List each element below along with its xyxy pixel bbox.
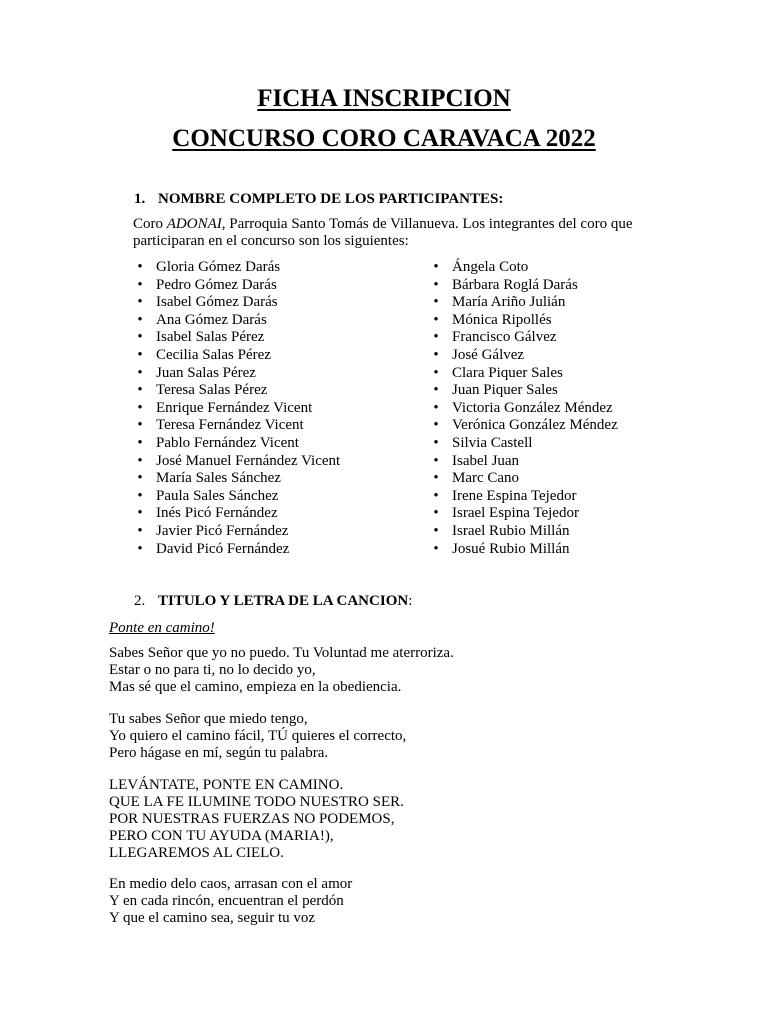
participant-name: Juan Piquer Sales <box>452 382 558 399</box>
participant-item <box>430 435 618 453</box>
participant-item <box>430 312 618 330</box>
participant-name: Pedro Gómez Darás <box>156 276 277 293</box>
participant-name: Bárbara Roglá Darás <box>452 276 578 293</box>
participant-name: María Ariño Julián <box>452 294 566 311</box>
participant-item <box>430 505 618 523</box>
contest-title: CONCURSO CORO CARAVACA 2022 <box>172 125 596 152</box>
participant-item <box>430 400 618 418</box>
bullet-icon: • <box>433 399 439 416</box>
participant-name: Gloria Gómez Darás <box>156 259 281 275</box>
lyric-line: LLEGAREMOS AL CIELO. <box>109 845 284 861</box>
bullet-icon: • <box>137 399 143 416</box>
bullet-icon: • <box>433 382 439 399</box>
bullet-icon: • <box>137 505 143 522</box>
lyric-line: LEVÁNTATE, PONTE EN CAMINO. <box>109 777 344 793</box>
participant-item <box>430 417 618 435</box>
participant-item <box>430 329 618 347</box>
participant-name: Pablo Fernández Vicent <box>156 434 299 451</box>
bullet-icon: • <box>433 540 439 557</box>
participant-name: Isabel Gómez Darás <box>156 294 278 311</box>
participants-right-column <box>430 259 618 558</box>
participant-item <box>430 470 618 488</box>
bullet-icon: • <box>137 276 143 293</box>
bullet-icon: • <box>137 382 143 399</box>
participant-name: Paula Sales Sánchez <box>156 487 279 504</box>
participant-item <box>430 347 618 365</box>
participant-item <box>134 453 340 471</box>
participant-name: José Gálvez <box>452 346 525 363</box>
bullet-icon: • <box>137 329 143 346</box>
bullet-icon: • <box>137 522 143 539</box>
participant-item <box>430 365 618 383</box>
bullet-icon: • <box>433 294 439 311</box>
intro-line2: participaran en el concurso son los siguientes: <box>133 233 409 249</box>
section-1-heading <box>134 190 503 208</box>
section-2-number: 2. <box>134 593 146 609</box>
participant-item <box>430 453 618 471</box>
section-2-heading-text: TITULO Y LETRA DE LA CANCION <box>158 593 409 609</box>
bullet-icon: • <box>433 487 439 504</box>
participant-item <box>134 294 340 312</box>
participant-name: María Sales Sánchez <box>156 470 281 487</box>
lyrics-stanza <box>109 711 406 762</box>
participant-item <box>134 417 340 435</box>
participant-item <box>430 523 618 541</box>
lyric-line: Pero hágase en mí, según tu palabra. <box>109 745 329 761</box>
lyric-line: Sabes Señor que yo no puedo. Tu Voluntad me aterroriza. <box>109 645 454 661</box>
lyric-line: PERO CON TU AYUDA (MARIA!), <box>109 828 334 844</box>
participant-item <box>134 470 340 488</box>
lyric-line: En medio delo caos, arrasan con el amor <box>109 876 353 892</box>
song-title: Ponte en camino! <box>109 620 215 636</box>
lyric-line: Yo quiero el camino fácil, TÚ quieres el correcto, <box>109 728 407 744</box>
section-2-heading-suffix: : <box>408 593 413 609</box>
participant-item <box>134 382 340 400</box>
participant-item <box>134 365 340 383</box>
lyrics-chorus <box>109 777 404 862</box>
bullet-icon: • <box>137 311 143 328</box>
section-2-heading <box>134 592 412 610</box>
participant-item <box>430 541 618 559</box>
participant-name: Victoria González Méndez <box>452 399 613 416</box>
intro-prefix: Coro <box>133 216 167 232</box>
choir-name: ADONAI <box>166 216 222 232</box>
bullet-icon: • <box>433 346 439 363</box>
participant-item <box>430 382 618 400</box>
participant-item <box>134 488 340 506</box>
participant-name: Israel Rubio Millán <box>452 522 570 539</box>
participant-name: José Manuel Fernández Vicent <box>156 452 341 469</box>
lyric-line: Mas sé que el camino, empieza en la obediencia. <box>109 679 402 695</box>
participant-item <box>134 259 340 277</box>
participant-name: Verónica González Méndez <box>452 417 618 434</box>
participant-name: Isabel Salas Pérez <box>156 329 265 346</box>
bullet-icon: • <box>433 329 439 346</box>
participant-item <box>430 277 618 295</box>
bullet-icon: • <box>137 470 143 487</box>
choir-intro <box>133 216 663 250</box>
participant-name: Javier Picó Fernández <box>156 522 289 539</box>
participant-item <box>430 294 618 312</box>
bullet-icon: • <box>137 487 143 504</box>
bullet-icon: • <box>137 259 143 275</box>
lyric-line: POR NUESTRAS FUERZAS NO PODEMOS, <box>109 811 395 827</box>
participant-item <box>134 435 340 453</box>
bullet-icon: • <box>137 364 143 381</box>
participant-item <box>134 347 340 365</box>
bullet-icon: • <box>433 452 439 469</box>
bullet-icon: • <box>433 434 439 451</box>
participant-name: Enrique Fernández Vicent <box>156 399 313 416</box>
participant-item <box>134 541 340 559</box>
participant-item <box>134 312 340 330</box>
participant-name: Irene Espina Tejedor <box>452 487 577 504</box>
participants-left-column <box>134 259 340 558</box>
participant-name: Teresa Salas Pérez <box>156 382 268 399</box>
participant-item <box>134 400 340 418</box>
bullet-icon: • <box>433 505 439 522</box>
bullet-icon: • <box>433 276 439 293</box>
participant-name: Israel Espina Tejedor <box>452 505 579 522</box>
participant-name: Francisco Gálvez <box>452 329 557 346</box>
participant-item <box>134 523 340 541</box>
participant-name: Mónica Ripollés <box>452 311 552 328</box>
bullet-icon: • <box>137 434 143 451</box>
lyric-line: Y que el camino sea, seguir tu voz <box>109 910 316 926</box>
participant-name: Ángela Coto <box>452 259 529 275</box>
section-1-heading-text: NOMBRE COMPLETO DE LOS PARTICIPANTES: <box>158 191 504 207</box>
participant-name: Juan Salas Pérez <box>156 364 256 381</box>
bullet-icon: • <box>433 470 439 487</box>
participant-name: Teresa Fernández Vicent <box>156 417 304 434</box>
section-1-number: 1. <box>134 191 146 207</box>
participant-name: Marc Cano <box>452 470 520 487</box>
lyrics-stanza <box>109 876 352 927</box>
participant-name: Isabel Juan <box>452 452 520 469</box>
participant-name: Cecilia Salas Pérez <box>156 346 271 363</box>
bullet-icon: • <box>433 311 439 328</box>
bullet-icon: • <box>137 540 143 557</box>
participant-item <box>134 329 340 347</box>
participant-item <box>134 277 340 295</box>
intro-line1-rest: , Parroquia Santo Tomás de Villanueva. Los integrantes del coro que <box>221 216 633 232</box>
lyric-line: QUE LA FE ILUMINE TODO NUESTRO SER. <box>109 794 404 810</box>
lyrics-stanza <box>109 645 454 696</box>
form-title: FICHA INSCRIPCION <box>257 85 511 112</box>
bullet-icon: • <box>433 364 439 381</box>
lyric-line: Estar o no para ti, no lo decido yo, <box>109 662 316 678</box>
lyric-line: Y en cada rincón, encuentran el perdón <box>109 893 344 909</box>
lyric-line: Tu sabes Señor que miedo tengo, <box>109 711 308 727</box>
participant-name: Josué Rubio Millán <box>452 540 570 557</box>
participant-item <box>430 488 618 506</box>
participant-name: David Picó Fernández <box>156 540 290 557</box>
participant-item <box>430 259 618 277</box>
participant-name: Silvia Castell <box>452 434 533 451</box>
bullet-icon: • <box>433 259 439 275</box>
participant-item <box>134 505 340 523</box>
bullet-icon: • <box>137 417 143 434</box>
bullet-icon: • <box>433 417 439 434</box>
bullet-icon: • <box>433 522 439 539</box>
participant-name: Clara Piquer Sales <box>452 364 563 381</box>
bullet-icon: • <box>137 346 143 363</box>
participant-name: Inés Picó Fernández <box>156 505 278 522</box>
bullet-icon: • <box>137 294 143 311</box>
bullet-icon: • <box>137 452 143 469</box>
participant-name: Ana Gómez Darás <box>156 311 267 328</box>
